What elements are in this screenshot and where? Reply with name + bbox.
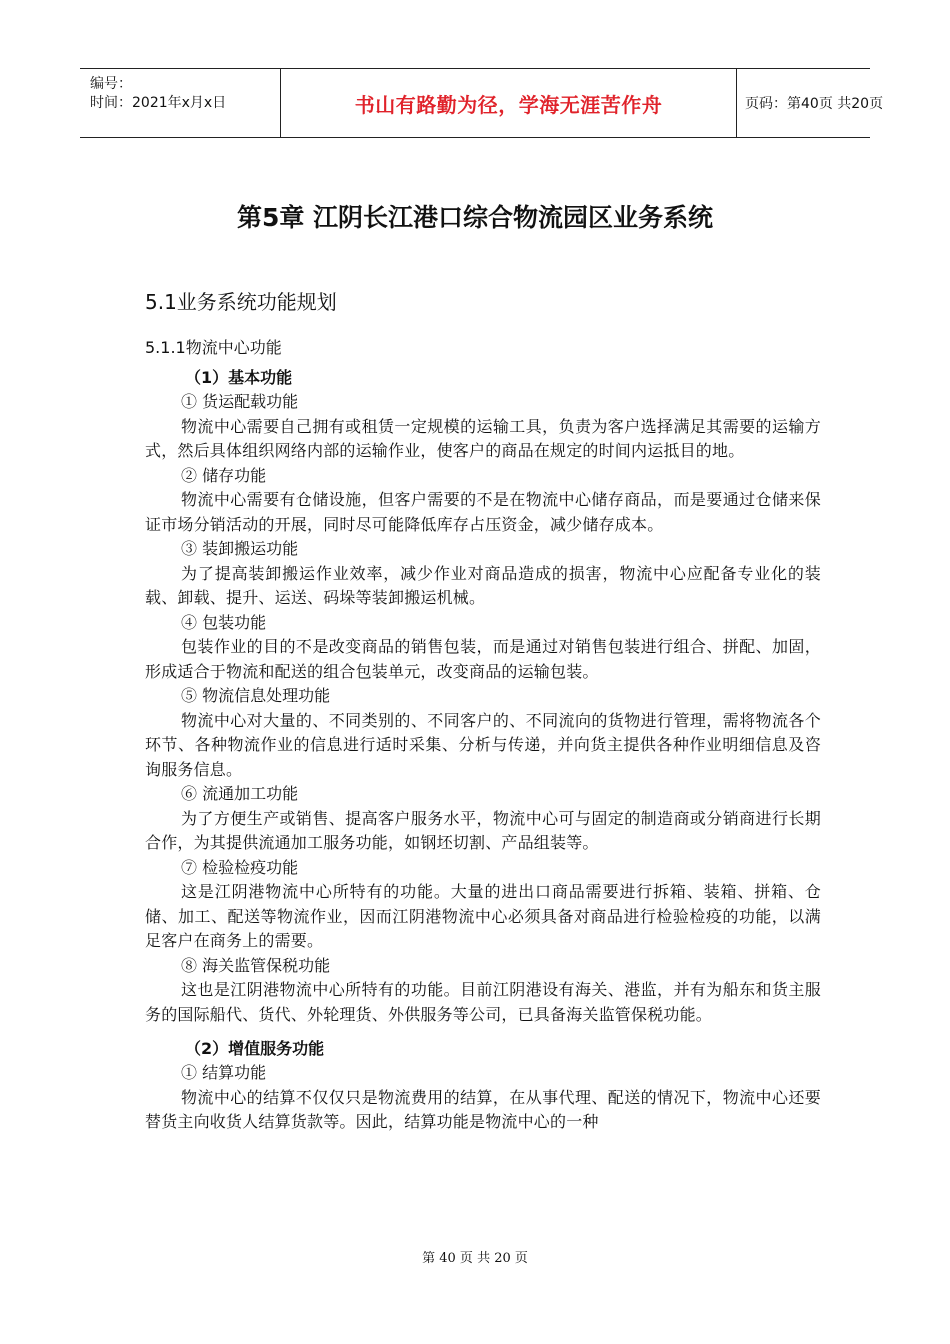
list-item-heading: ① 结算功能: [181, 1063, 267, 1082]
paragraph: 包装作业的目的不是改变商品的销售包装，而是通过对销售包装进行组合、拼配、加固，形成适合于物流和配送的组合包装单元，改变商品的运输包装。: [145, 637, 821, 681]
list-item-heading: ⑥ 流通加工功能: [181, 784, 299, 803]
list-item-heading: ① 货运配载功能: [181, 392, 299, 411]
page-footer: 第 40 页 共 20 页: [422, 1251, 528, 1266]
paragraph: 物流中心需要有仓储设施，但客户需要的不是在物流中心储存商品，而是要通过仓储来保证市场分销活动的开展，同时尽可能降低库存占压资金，减少储存成本。: [145, 490, 821, 534]
motto-text: 书山有路勤为径，学海无涯苦作舟: [354, 93, 663, 117]
header-page-cell: [737, 69, 884, 137]
header-motto-cell: [281, 69, 737, 137]
list-item-heading: ⑦ 检验检疫功能: [181, 857, 299, 877]
paragraph: 为了方便生产或销售、提高客户服务水平，物流中心可与固定的制造商或分销商进行长期合作，为其提供流通加工服务功能，如钢坯切割、产品组装等。: [145, 808, 821, 852]
page-header-table: [80, 68, 884, 138]
list-item-heading: ④ 包装功能: [181, 612, 267, 632]
subsection-title: 5.1.1物流中心功能: [145, 338, 282, 357]
subheading: （1）基本功能: [185, 368, 293, 387]
paragraph: 为了提高装卸搬运作业效率，减少作业对商品造成的损害，物流中心应配备专业化的装载、卸载、提升、运送、码垛等装卸搬运机械。: [145, 563, 821, 607]
subheading: （2）增值服务功能: [185, 1039, 325, 1058]
header-meta-cell: [80, 69, 281, 137]
paragraph: 物流中心需要自己拥有或租赁一定规模的运输工具，负责为客户选择满足其需要的运输方式，然后具体组织网络内部的运输作业，使客户的商品在规定的时间内运抵目的地。: [145, 416, 821, 460]
list-item-heading: ⑧ 海关监管保税功能: [181, 955, 331, 975]
list-item-heading: ⑤ 物流信息处理功能: [181, 686, 331, 705]
body-content: [145, 366, 821, 1135]
paragraph: 物流中心的结算不仅仅只是物流费用的结算，在从事代理、配送的情况下，物流中心还要替货主向收货人结算货款等。因此，结算功能是物流中心的一种: [145, 1087, 821, 1131]
date-label: 时间：2021年x月x日: [90, 95, 227, 111]
paragraph: 物流中心对大量的、不同类别的、不同客户的、不同流向的货物进行管理，需将物流各个环节、各种物流作业的信息进行适时采集、分析与传递，并向货主提供各种作业明细信息及咨询服务信息。: [145, 710, 821, 779]
paragraph: 这也是江阴港物流中心所特有的功能。目前江阴港设有海关、港监，并有为船东和货主服务的国际船代、货代、外轮理货、外供服务等公司，已具备海关监管保税功能。: [145, 980, 821, 1024]
list-item-heading: ② 储存功能: [181, 465, 267, 485]
page-info: 页码：第40页 共20页: [745, 96, 884, 112]
number-label: 编号：: [90, 76, 132, 92]
section-title: 5.1业务系统功能规划: [145, 290, 337, 314]
chapter-title: 第5章 江阴长江港口综合物流园区业务系统: [236, 203, 714, 232]
list-item-heading: ③ 装卸搬运功能: [181, 539, 299, 558]
paragraph: 这是江阴港物流中心所特有的功能。大量的进出口商品需要进行拆箱、装箱、拼箱、仓储、加工、配送等物流作业，因而江阴港物流中心必须具备对商品进行检验检疫的功能，以满足客户在商务上的需要。: [145, 882, 821, 950]
